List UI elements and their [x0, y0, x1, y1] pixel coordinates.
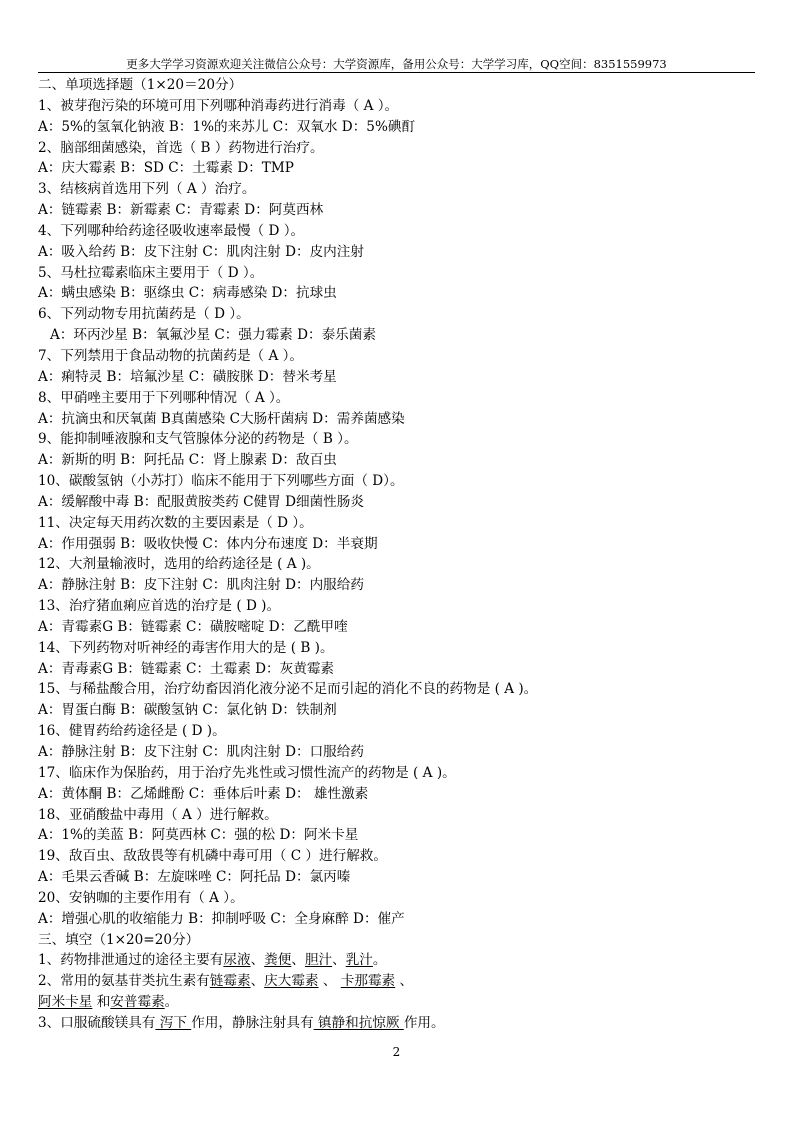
fill-answer: 镇静和抗惊厥 — [313, 1014, 404, 1031]
question-options: A：青毒素G B：链霉素 C：土霉素 D：灰黄霉素 — [38, 660, 335, 677]
question-text: 11、决定每天用药次数的主要因素是（ D ）。 — [38, 514, 313, 531]
fill-answer: 阿米卡星 — [38, 994, 93, 1011]
question-options: A：痢特灵 B：培氟沙星 C：磺胺脒 D：替米考星 — [38, 368, 337, 385]
question-text: 13、治疗猪血痢应首选的治疗是 ( D )。 — [38, 598, 281, 615]
question-text: 5、马杜拉霉素临床主要用于（ D ）。 — [38, 264, 264, 281]
document-body — [38, 75, 763, 1034]
question-3 — [38, 179, 763, 221]
fill-text: 。 — [372, 952, 387, 969]
question-text: 14、下列药物对听神经的毒害作用大的是 ( B )。 — [38, 639, 334, 656]
question-20 — [38, 888, 763, 930]
question-options: A：静脉注射 B：皮下注射 C：肌肉注射 D：口服给药 — [38, 744, 364, 760]
question-options: A：毛果云香碱 B：左旋咪唑 C：阿托品 D：氯丙嗪 — [38, 869, 351, 886]
fill-answer: 胆汁 — [304, 952, 333, 969]
question-text: 1、被芽孢污染的环境可用下列哪种消毒药进行消毒（ A ）。 — [38, 97, 399, 114]
fill-text: 作用。 — [403, 1014, 445, 1031]
fill-text: 1、药物排泄通过的途径主要有 — [38, 952, 224, 969]
question-text: 19、敌百虫、敌敌畏等有机磷中毒可用（ C ）进行解救。 — [38, 848, 387, 865]
question-6 — [38, 304, 763, 346]
fill-answer: 粪便 — [264, 952, 292, 969]
fill-answer: 庆大霉素 — [264, 973, 319, 990]
question-options: A：增强心肌的收缩能力 B：抑制呼吸 C：全身麻醉 D：催产 — [38, 910, 405, 927]
question-17 — [38, 763, 763, 805]
fill-answer: 安普霉素 — [110, 994, 165, 1011]
fill-separator: 、 — [395, 973, 414, 990]
question-text: 16、健胃药给药途径是 ( D )。 — [38, 723, 226, 740]
fill-answer: 泻下 — [155, 1014, 192, 1031]
fill-separator: 、 — [250, 952, 265, 969]
question-options: A：青霉素G B：链霉素 C：磺胺嘧啶 D：乙酰甲喹 — [38, 618, 348, 635]
fill-question-2-cont — [38, 992, 763, 1013]
fill-question-1 — [38, 950, 763, 971]
question-4 — [38, 221, 763, 263]
fill-question-2 — [38, 971, 763, 992]
question-19 — [38, 846, 763, 888]
question-text: 17、临床作为保胎药，用于治疗先兆性或习惯性流产的药物是 ( A )。 — [38, 764, 456, 781]
question-text: 10、碳酸氢钠（小苏打）临床不能用于下列哪些方面（ D）。 — [38, 473, 404, 490]
question-options: A：吸入给药 B：皮下注射 C：肌肉注射 D：皮内注射 — [38, 243, 364, 260]
fill-question-3 — [38, 1013, 763, 1034]
header-divider — [38, 72, 755, 73]
fill-separator: 、 — [291, 952, 305, 969]
fill-separator: 、 — [332, 952, 346, 969]
question-18 — [38, 805, 763, 847]
section-title: 三、填空（1×20=20分） — [38, 931, 200, 948]
question-options: A：胃蛋白酶 B：碳酸氢钠 C：氯化钠 D：铁制剂 — [38, 702, 337, 719]
question-options: A：螨虫感染 B：驱绦虫 C：病毒感染 D：抗球虫 — [38, 285, 337, 302]
question-options: A：链霉素 B：新霉素 C：青霉素 D：阿莫西林 — [38, 202, 324, 219]
question-2 — [38, 138, 763, 180]
question-options: A：新斯的明 B：阿托品 C：肾上腺素 D：敌百虫 — [38, 452, 337, 469]
question-options: A：庆大霉素 B：SD C：土霉素 D：TMP — [38, 160, 294, 177]
question-options: A：缓解酸中毒 B：配服黄胺类药 C健胃 D细菌性肠炎 — [38, 493, 364, 510]
question-text: 20、安钠咖的主要作用有（ A ）。 — [38, 889, 244, 906]
question-16 — [38, 721, 763, 763]
fill-text: 3、口服硫酸镁具有 — [38, 1014, 156, 1031]
question-12 — [38, 554, 763, 596]
fill-text: 和 — [92, 994, 111, 1011]
question-5 — [38, 263, 763, 305]
question-14 — [38, 638, 763, 680]
question-text: 3、结核病首选用下列（ A ）治疗。 — [38, 181, 256, 198]
question-text: 15、与稀盐酸合用，治疗幼畜因消化液分泌不足而引起的消化不良的药物是 ( A )。 — [38, 681, 538, 698]
question-options: A：环丙沙星 B：氧氟沙星 C：强力霉素 D：泰乐菌素 — [50, 327, 376, 344]
question-8 — [38, 388, 763, 430]
question-9 — [38, 429, 763, 471]
question-13 — [38, 596, 763, 638]
fill-answer: 乳汁 — [345, 952, 373, 969]
fill-text: 作用，静脉注射具有 — [191, 1014, 314, 1031]
fill-separator: 、 — [318, 973, 341, 990]
fill-answer: 卡那霉素 — [340, 973, 396, 990]
fill-text: 。 — [164, 994, 179, 1011]
question-15 — [38, 679, 763, 721]
question-11 — [38, 513, 763, 555]
question-options: A：黄体酮 B：乙烯雌酚 C：垂体后叶素 D： 雄性激素 — [38, 785, 369, 802]
question-options: A：1%的美蓝 B：阿莫西林 C：强的松 D：阿米卡星 — [38, 827, 359, 844]
fill-separator: 、 — [250, 973, 265, 990]
question-text: 6、下列动物专用抗菌药是（ D ）。 — [38, 306, 250, 323]
question-text: 9、能抑制唾液腺和支气管腺体分泌的药物是（ B ）。 — [38, 431, 358, 448]
question-7 — [38, 346, 763, 388]
question-options: A：作用强弱 B：吸收快慢 C：体内分布速度 D：半衰期 — [38, 535, 378, 552]
question-text: 2、脑部细菌感染，首选（ B ）药物进行治疗。 — [38, 139, 324, 156]
question-10 — [38, 471, 763, 513]
question-text: 4、下列哪种给药途径吸收速率最慢（ D ）。 — [38, 222, 305, 239]
section-title: 二、单项选择题（1×20＝20分） — [38, 77, 243, 93]
fill-answer: 链霉素 — [209, 973, 251, 990]
question-options: A：5%的氢氧化钠液 B：1%的来苏儿 C：双氧水 D：5%碘酊 — [38, 118, 416, 135]
page-number: 2 — [392, 1045, 401, 1059]
fill-answer: 尿液 — [223, 952, 251, 969]
question-text: 8、甲硝唑主要用于下列哪种情况（ A ）。 — [38, 389, 290, 406]
question-text: 18、亚硝酸盐中毒用（ A ）进行解救。 — [38, 806, 278, 823]
question-text: 7、下列禁用于食品动物的抗菌药是（ A ）。 — [38, 347, 303, 364]
question-options: A：抗滴虫和厌氧菌 B真菌感染 C大肠杆菌病 D：需养菌感染 — [38, 410, 405, 427]
question-1 — [38, 96, 763, 138]
question-text: 12、大剂量输液时，选用的给药途径是 ( A )。 — [38, 556, 320, 573]
fill-text: 2、常用的氨基苷类抗生素有 — [38, 973, 210, 990]
question-options: A：静脉注射 B：皮下注射 C：肌肉注射 D：内服给药 — [38, 577, 364, 594]
page-header: 更多大学学习资源欢迎关注微信公众号：大学资源库，备用公众号：大学学习库，QQ空间：8351559973 — [126, 57, 667, 71]
